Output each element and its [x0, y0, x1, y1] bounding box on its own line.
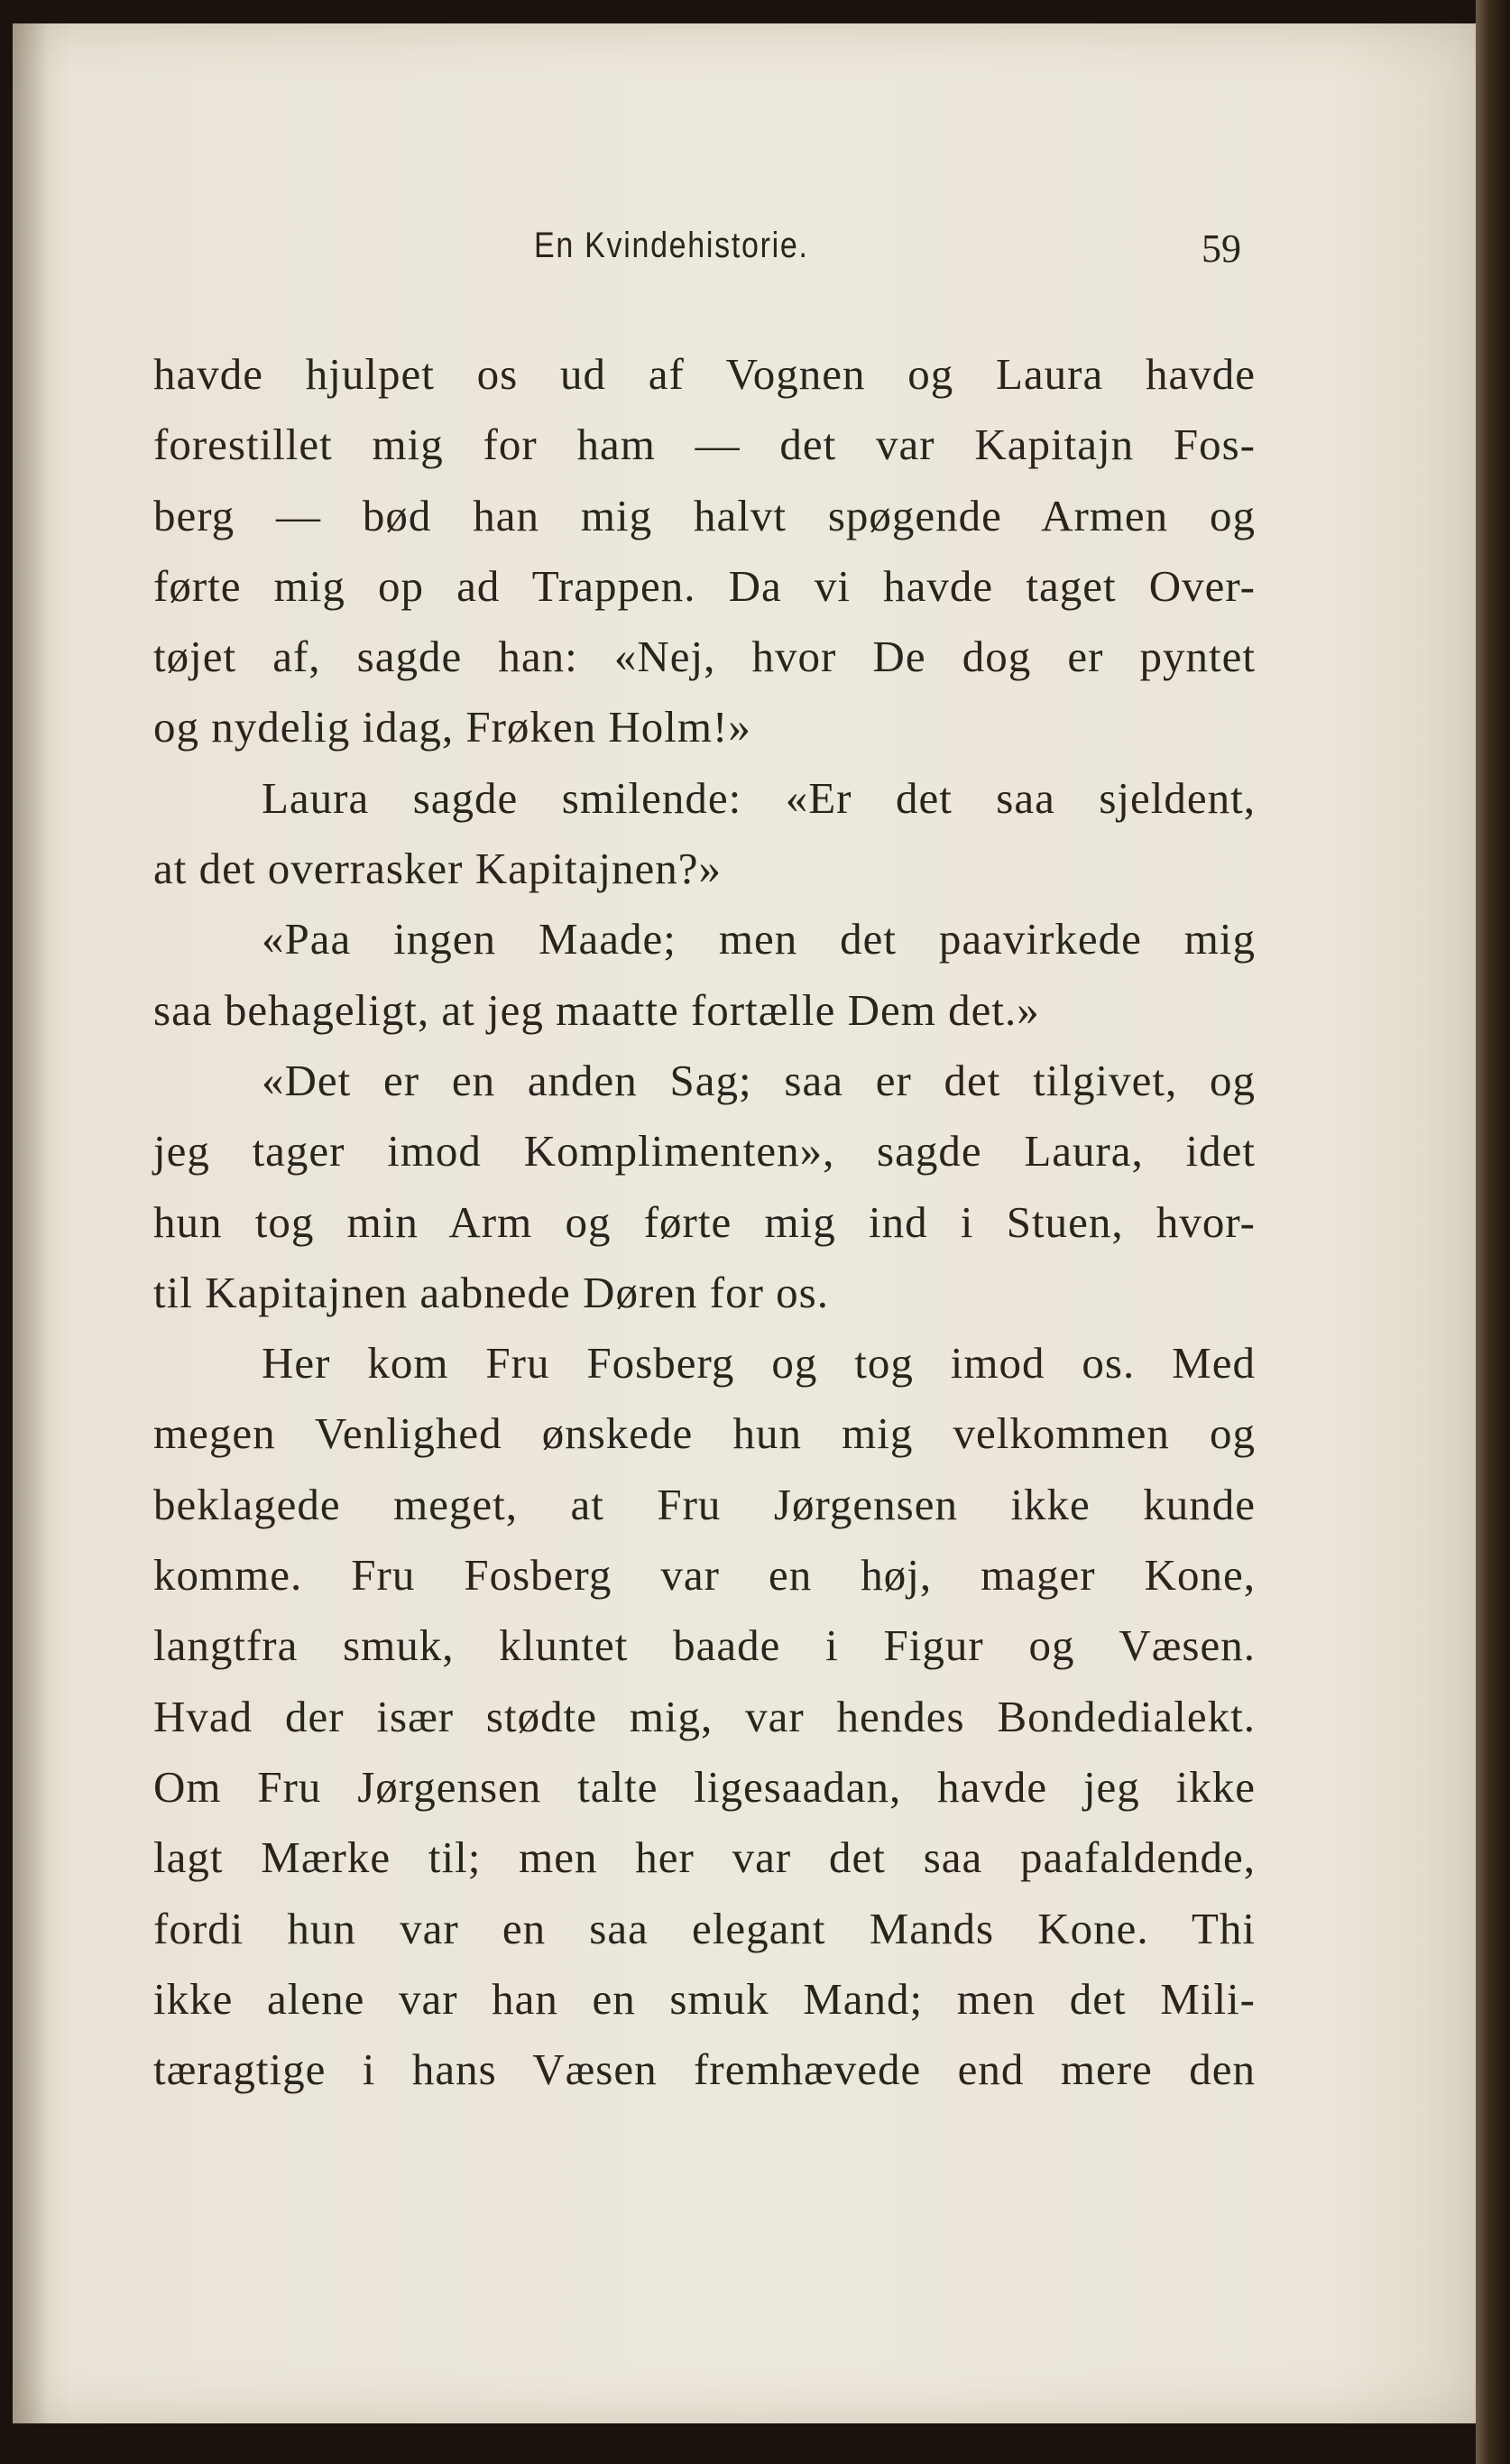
body-text: [153, 339, 1256, 2105]
page-edge: [1476, 0, 1510, 2464]
text-line: tøjet af, sagde han: «Nej, hvor De dog er pyntet: [153, 632, 1256, 682]
text-line: berg — bød han mig halvt spøgende Armen og: [153, 490, 1256, 540]
text-line: jeg tager imod Komplimenten», sagde Laura, idet: [153, 1126, 1256, 1177]
text-line: «Det er en anden Sag; saa er det tilgivet, og: [262, 1055, 1256, 1105]
text-line: beklagede meget, at Fru Jørgensen ikke kunde: [153, 1479, 1256, 1529]
page-number: 59: [1202, 226, 1241, 271]
text-line: førte mig op ad Trappen. Da vi havde taget Over-: [153, 560, 1256, 611]
text-line: Laura sagde smilende: «Er det saa sjeldent,: [262, 772, 1256, 823]
text-line: Hvad der især stødte mig, var hendes Bondedialekt.: [153, 1691, 1256, 1741]
text-line: fordi hun var en saa elegant Mands Kone. Thi: [153, 1903, 1256, 1953]
text-line: Om Fru Jørgensen talte ligesaadan, havde jeg ikke: [153, 1761, 1256, 1812]
text-line: havde hjulpet os ud af Vognen og Laura havde: [153, 349, 1256, 399]
text-line: saa behageligt, at jeg maatte fortælle Dem det.»: [153, 984, 1040, 1035]
text-line: ikke alene var han en smuk Mand; men det Mili-: [153, 1973, 1256, 2024]
text-line: tæragtige i hans Væsen fremhævede end mere den: [153, 2044, 1256, 2095]
text-line: forestillet mig for ham — det var Kapitajn Fos-: [153, 420, 1256, 470]
text-line: komme. Fru Fosberg var en høj, mager Kone,: [153, 1550, 1256, 1601]
text-line: at det overrasker Kapitajnen?»: [153, 844, 722, 894]
text-line: hun tog min Arm og førte mig ind i Stuen, hvor-: [153, 1196, 1256, 1247]
text-line: og nydelig idag, Frøken Holm!»: [153, 702, 751, 752]
text-line: Her kom Fru Fosberg og tog imod os. Med: [262, 1338, 1256, 1389]
text-line: «Paa ingen Maade; men det paavirkede mig: [262, 914, 1256, 964]
running-head-title: En Kvindehistorie.: [534, 226, 809, 265]
book-page: [13, 23, 1485, 2423]
text-line: langtfra smuk, kluntet baade i Figur og Væsen.: [153, 1620, 1256, 1671]
spine-shadow: [13, 23, 49, 2423]
text-line: til Kapitajnen aabnede Døren for os.: [153, 1267, 829, 1317]
text-line: megen Venlighed ønskede hun mig velkommen og: [153, 1408, 1256, 1459]
text-line: lagt Mærke til; men her var det saa paafaldende,: [153, 1832, 1256, 1883]
